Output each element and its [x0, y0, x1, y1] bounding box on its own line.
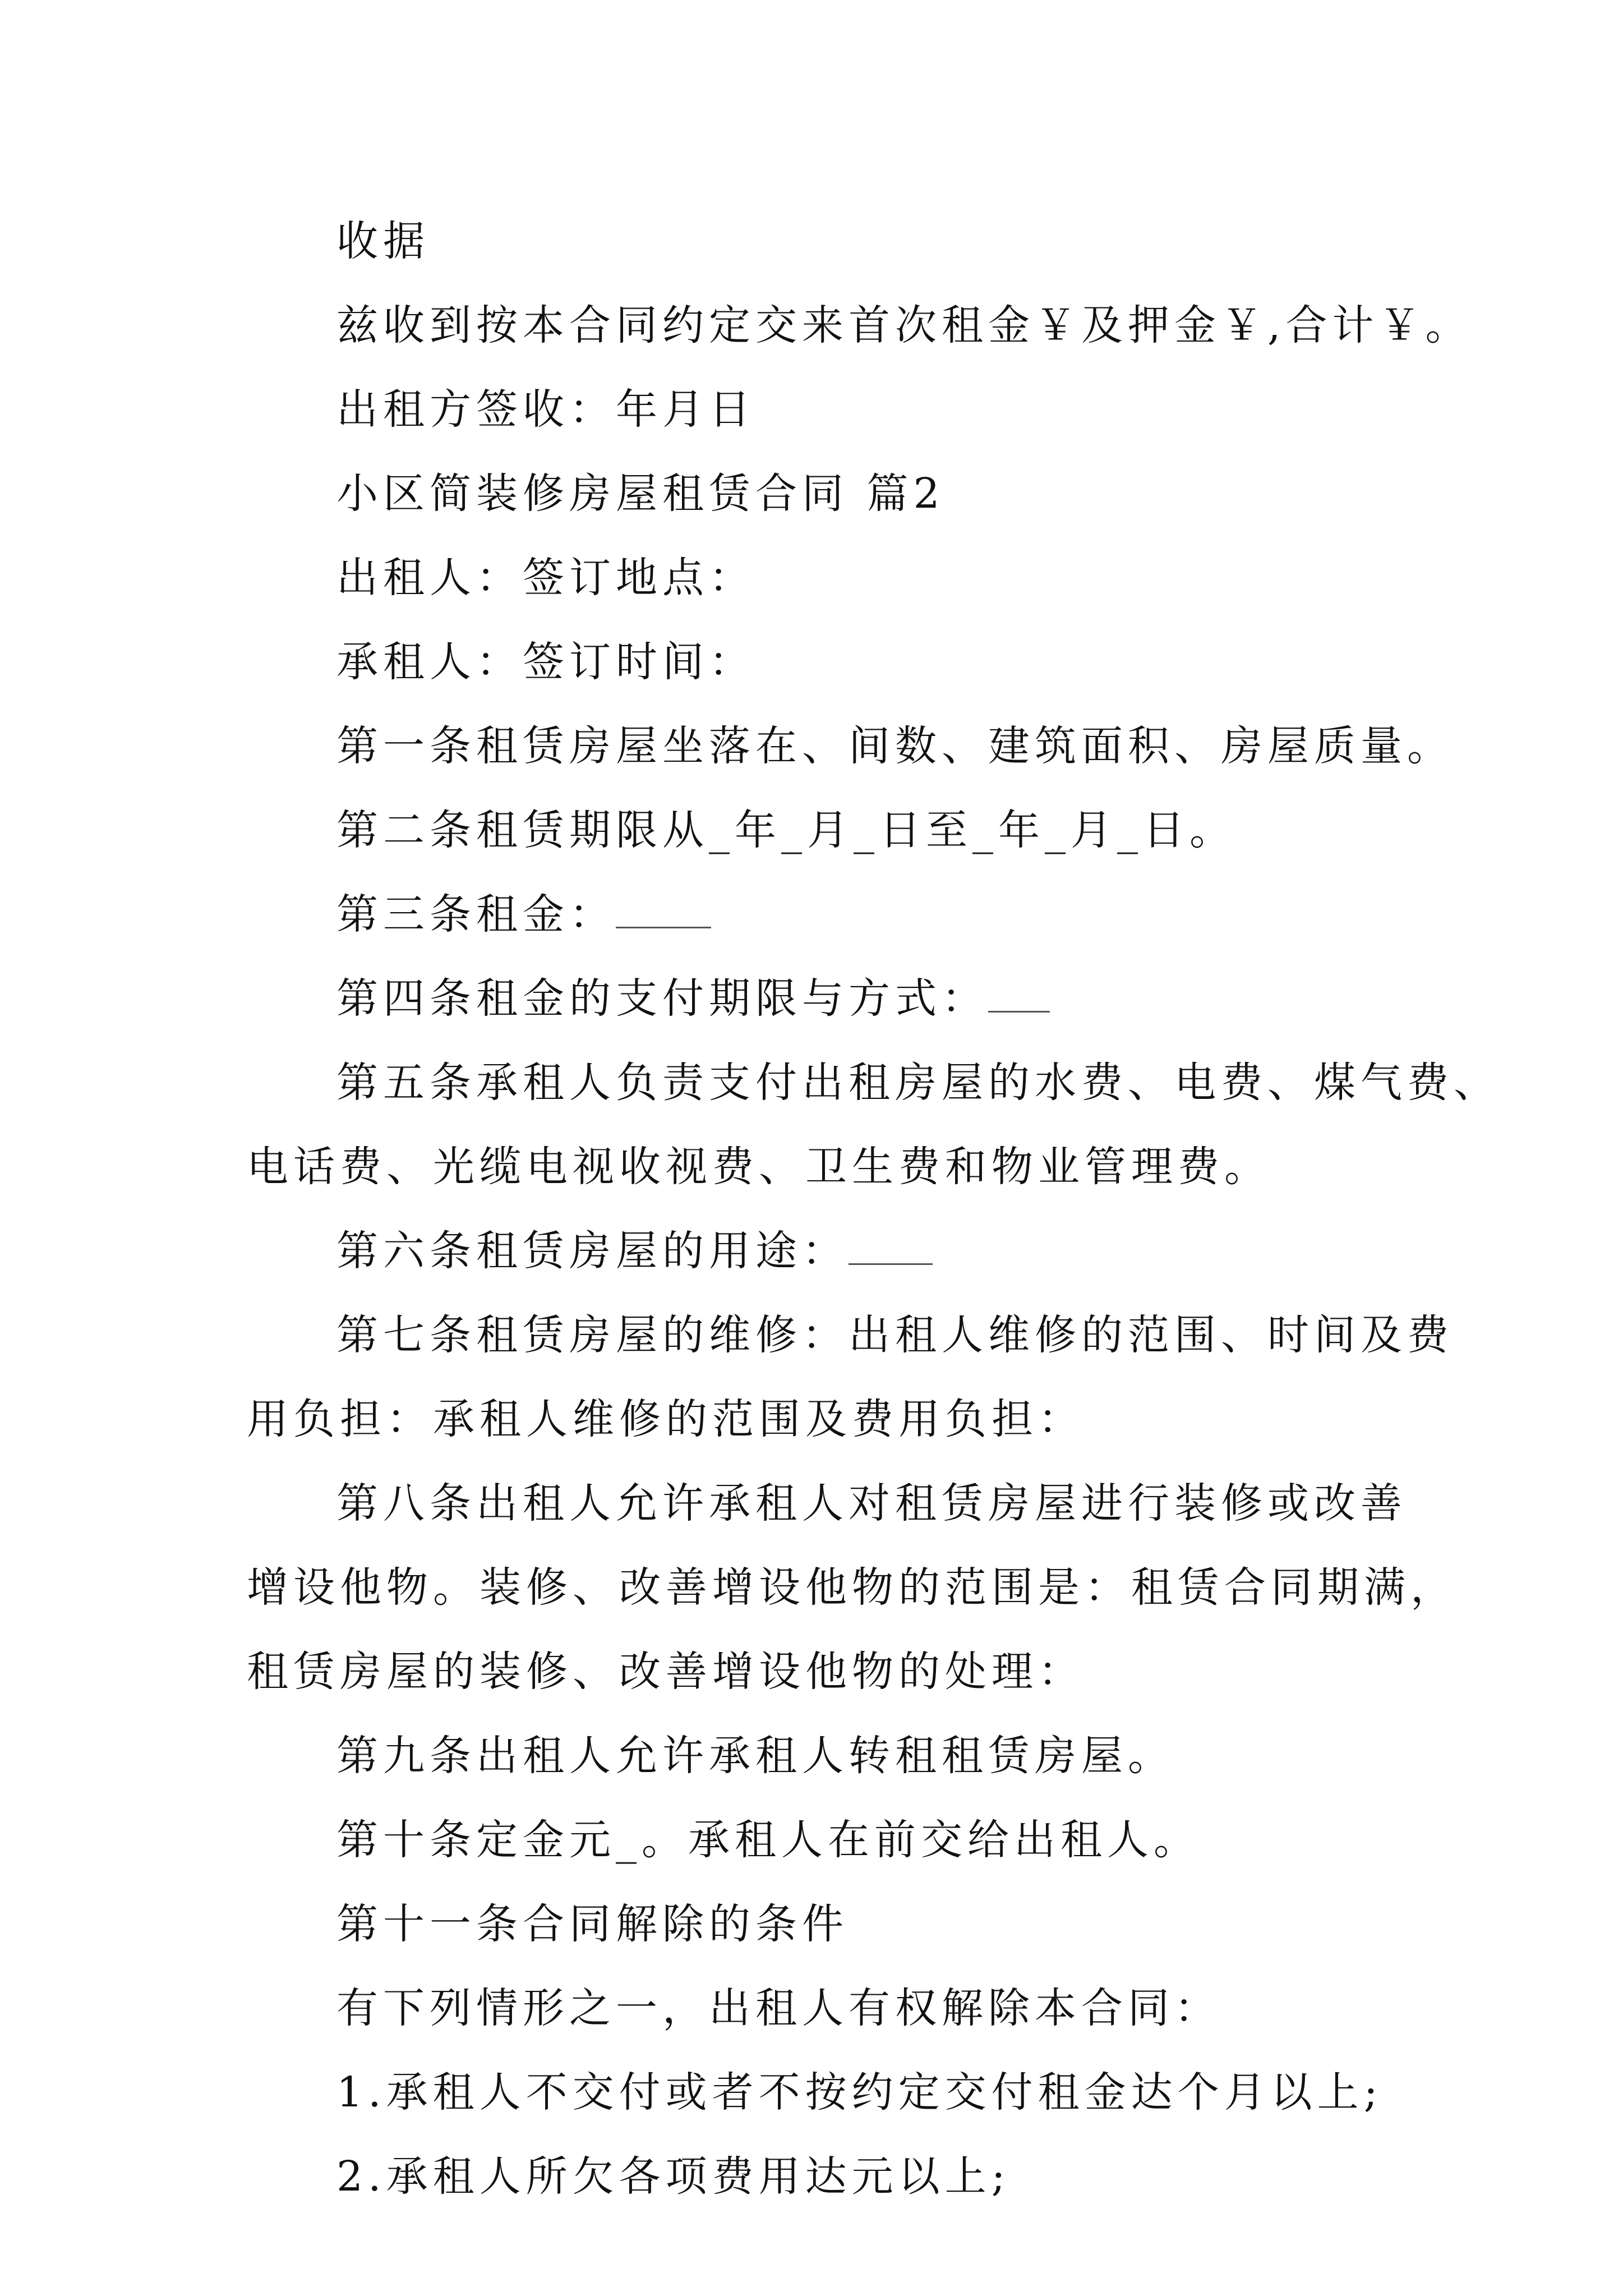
landlord-signature-line: 出租方签收：年月日 — [336, 385, 755, 434]
article-6: 第六条租赁房屋的用途： — [336, 1227, 849, 1275]
article-7-continued: 用负担：承租人维修的范围及费用负担： — [247, 1395, 1085, 1443]
termination-intro: 有下列情形之一，出租人有权解除本合同： — [336, 1984, 1221, 2032]
article-6-row — [336, 1223, 933, 1279]
article-4: 第四条租金的支付期限与方式： — [336, 974, 988, 1023]
article-5-continued: 电话费、光缆电视收视费、卫生费和物业管理费。 — [247, 1143, 1271, 1191]
lessee-line: 承租人：签订时间： — [336, 638, 755, 686]
article-1: 第一条租赁房屋坐落在、间数、建筑面积、房屋质量。 — [336, 722, 1454, 770]
contract-title: 小区简装修房屋租赁合同 篇2 — [336, 470, 945, 518]
article-7: 第七条租赁房屋的维修：出租人维修的范围、时间及费 — [336, 1311, 1454, 1359]
article-3: 第三条租金： — [336, 890, 616, 938]
article-8-continued-1: 增设他物。装修、改善增设他物的范围是：租赁合同期满， — [247, 1563, 1457, 1612]
lessor-line: 出租人：签订地点： — [336, 554, 755, 602]
article-5: 第五条承租人负责支付出租房屋的水费、电费、煤气费、 — [336, 1059, 1500, 1107]
fill-in-blank — [616, 893, 711, 928]
fill-in-blank — [849, 1230, 933, 1265]
article-8: 第八条出租人允许承租人对租赁房屋进行装修或改善 — [336, 1479, 1407, 1527]
article-9: 第九条出租人允许承租人转租租赁房屋。 — [336, 1732, 1174, 1780]
article-2: 第二条租赁期限从_年_月_日至_年_月_日。 — [336, 806, 1236, 854]
termination-item-1: 1.承租人不交付或者不按约定交付租金达个月以上; — [336, 2068, 1383, 2116]
receipt-text: 兹收到按本合同约定交来首次租金￥及押金￥,合计￥。 — [336, 301, 1472, 349]
article-8-continued-2: 租赁房屋的装修、改善增设他物的处理： — [247, 1648, 1085, 1696]
termination-item-2: 2.承租人所欠各项费用达元以上; — [336, 2152, 1011, 2201]
receipt-heading: 收据 — [336, 217, 430, 265]
article-3-row — [336, 886, 711, 942]
article-11: 第十一条合同解除的条件 — [336, 1900, 849, 1948]
article-10: 第十条定金元_。承租人在前交给出租人。 — [336, 1816, 1200, 1864]
fill-in-blank — [988, 977, 1050, 1013]
article-4-row — [336, 970, 1050, 1027]
